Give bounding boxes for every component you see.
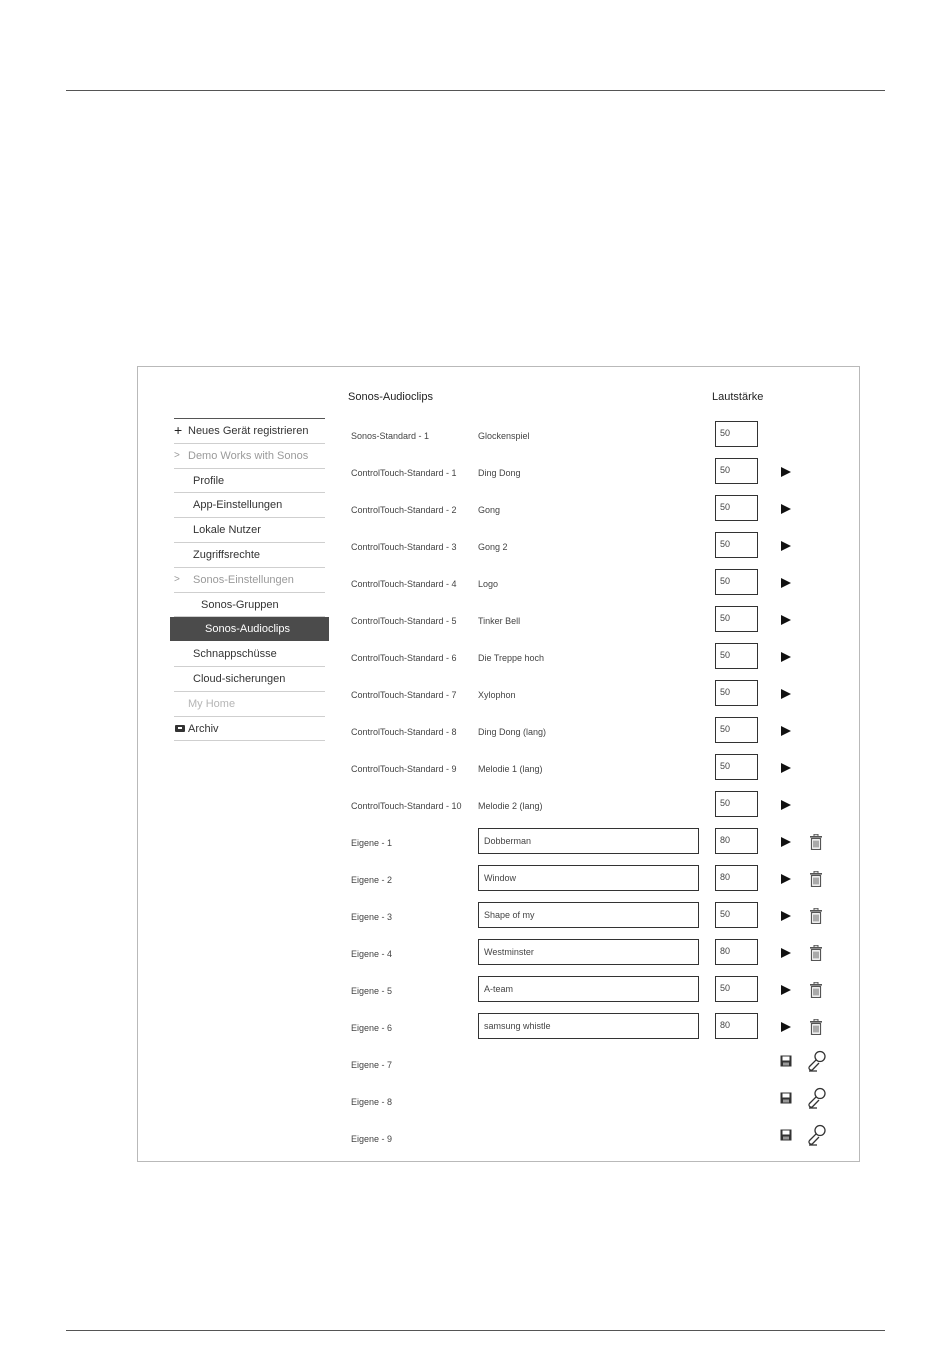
volume-input[interactable]: 80 xyxy=(715,939,758,965)
clip-id-label: Sonos-Standard - 1 xyxy=(351,431,430,441)
sidebar-item-label: Archiv xyxy=(188,722,219,735)
trash-icon[interactable] xyxy=(809,1019,823,1035)
clip-name-label: Ding Dong (lang) xyxy=(478,727,547,737)
trash-icon[interactable] xyxy=(809,945,823,961)
save-icon[interactable] xyxy=(780,1128,792,1140)
clip-id-label: Eigene - 8 xyxy=(351,1097,393,1107)
bottom-page-rule xyxy=(66,1330,885,1331)
sidebar-item-label: Neues Gerät registrieren xyxy=(188,425,309,437)
sidebar-item-label: Schnappschüsse xyxy=(193,648,277,661)
volume-input[interactable]: 80 xyxy=(715,1013,758,1039)
play-icon[interactable] xyxy=(781,837,791,847)
play-icon[interactable] xyxy=(781,615,791,625)
audioclip-row xyxy=(138,939,859,976)
play-icon[interactable] xyxy=(781,1022,791,1032)
clip-id-label: Eigene - 9 xyxy=(351,1134,393,1144)
clip-id-label: Eigene - 7 xyxy=(351,1060,393,1070)
audioclip-row xyxy=(138,606,859,643)
play-icon[interactable] xyxy=(781,948,791,958)
clip-id-label: ControlTouch-Standard - 10 xyxy=(351,801,462,811)
volume-input[interactable]: 50 xyxy=(715,569,758,595)
volume-column-header: Lautstärke xyxy=(712,391,764,403)
play-icon[interactable] xyxy=(781,652,791,662)
clip-id-label: Eigene - 6 xyxy=(351,1023,393,1033)
audioclip-row xyxy=(138,458,859,495)
volume-input[interactable]: 80 xyxy=(715,865,758,891)
trash-icon[interactable] xyxy=(809,834,823,850)
record-microphone-icon[interactable] xyxy=(807,1087,827,1109)
play-icon[interactable] xyxy=(781,689,791,699)
clip-id-label: ControlTouch-Standard - 5 xyxy=(351,616,457,626)
audioclip-row xyxy=(138,532,859,569)
trash-icon[interactable] xyxy=(809,908,823,924)
page-title: Sonos-Audioclips xyxy=(348,391,433,403)
audioclip-row xyxy=(138,791,859,828)
volume-input[interactable]: 50 xyxy=(715,680,758,706)
audioclip-row xyxy=(138,643,859,680)
volume-input[interactable]: 50 xyxy=(715,902,758,928)
sidebar-item-label: Sonos-Gruppen xyxy=(201,598,279,611)
play-icon[interactable] xyxy=(781,467,791,477)
clip-id-label: Eigene - 4 xyxy=(351,949,393,959)
volume-input[interactable]: 50 xyxy=(715,643,758,669)
trash-icon[interactable] xyxy=(809,982,823,998)
volume-input[interactable]: 50 xyxy=(715,421,758,447)
volume-input[interactable]: 50 xyxy=(715,791,758,817)
audioclip-row xyxy=(138,495,859,532)
clip-id-label: ControlTouch-Standard - 8 xyxy=(351,727,457,737)
app-screenshot-frame xyxy=(137,366,860,1162)
audioclip-row xyxy=(138,1124,859,1161)
audioclip-row xyxy=(138,865,859,902)
clip-name-label: Gong xyxy=(478,505,501,515)
volume-input[interactable]: 80 xyxy=(715,828,758,854)
audioclip-row xyxy=(138,421,859,458)
clip-name-label: Tinker Bell xyxy=(478,616,521,626)
play-icon[interactable] xyxy=(781,541,791,551)
volume-input[interactable]: 50 xyxy=(715,754,758,780)
chevron-right-icon: > xyxy=(174,573,180,585)
play-icon[interactable] xyxy=(781,874,791,884)
clip-id-label: ControlTouch-Standard - 1 xyxy=(351,468,457,478)
audioclip-row xyxy=(138,1087,859,1124)
play-icon[interactable] xyxy=(781,578,791,588)
audioclip-row xyxy=(138,1013,859,1050)
clip-id-label: ControlTouch-Standard - 2 xyxy=(351,505,457,515)
sidebar-item-label: Profile xyxy=(193,474,225,487)
volume-input[interactable]: 50 xyxy=(715,606,758,632)
clip-name-label: Ding Dong xyxy=(478,468,521,478)
save-icon[interactable] xyxy=(780,1054,792,1066)
clip-name-label: Melodie 2 (lang) xyxy=(478,801,543,811)
audioclip-row xyxy=(138,754,859,791)
clip-name-input[interactable]: Shape of my xyxy=(478,902,699,928)
sidebar-item-label: Lokale Nutzer xyxy=(193,524,261,537)
sidebar-item-label: My Home xyxy=(188,697,236,710)
volume-input[interactable]: 50 xyxy=(715,532,758,558)
sidebar-item-label: Zugriffsrechte xyxy=(193,548,261,561)
audioclip-row xyxy=(138,976,859,1013)
play-icon[interactable] xyxy=(781,911,791,921)
trash-icon[interactable] xyxy=(809,871,823,887)
clip-name-input[interactable]: Window xyxy=(478,865,699,891)
chevron-right-icon: > xyxy=(174,449,180,461)
clip-name-input[interactable]: Westminster xyxy=(478,939,699,965)
save-icon[interactable] xyxy=(780,1091,792,1103)
play-icon[interactable] xyxy=(781,763,791,773)
clip-id-label: Eigene - 1 xyxy=(351,838,393,848)
record-microphone-icon[interactable] xyxy=(807,1124,827,1146)
clip-id-label: Eigene - 5 xyxy=(351,986,393,996)
sidebar-item-label: App-Einstellungen xyxy=(193,499,283,512)
clip-id-label: ControlTouch-Standard - 3 xyxy=(351,542,457,552)
clip-id-label: ControlTouch-Standard - 4 xyxy=(351,579,457,589)
play-icon[interactable] xyxy=(781,985,791,995)
top-page-rule xyxy=(66,90,885,91)
audioclip-row xyxy=(138,569,859,606)
plus-icon: + xyxy=(174,422,183,438)
play-icon[interactable] xyxy=(781,726,791,736)
sidebar-item-label: Sonos-Einstellungen xyxy=(193,573,294,586)
clip-name-label: Xylophon xyxy=(478,690,516,700)
play-icon[interactable] xyxy=(781,800,791,810)
sidebar-item-label: Cloud-sicherungen xyxy=(193,672,286,685)
sidebar-item-label: Demo Works with Sonos xyxy=(188,449,309,462)
clip-name-label: Gong 2 xyxy=(478,542,508,552)
audioclip-row xyxy=(138,902,859,939)
clip-name-input[interactable]: Dobberman xyxy=(478,828,699,854)
audioclip-row xyxy=(138,717,859,754)
sidebar-item-label: Sonos-Audioclips xyxy=(205,623,290,636)
volume-input[interactable]: 50 xyxy=(715,976,758,1002)
clip-id-label: Eigene - 2 xyxy=(351,875,393,885)
clip-id-label: ControlTouch-Standard - 7 xyxy=(351,690,457,700)
play-icon[interactable] xyxy=(781,504,791,514)
clip-id-label: ControlTouch-Standard - 6 xyxy=(351,653,457,663)
audioclip-row xyxy=(138,828,859,865)
record-microphone-icon[interactable] xyxy=(807,1050,827,1072)
volume-input[interactable]: 50 xyxy=(715,717,758,743)
clip-name-label: Glockenspiel xyxy=(478,431,530,441)
clip-name-input[interactable]: samsung whistle xyxy=(478,1013,699,1039)
clip-name-input[interactable]: A-team xyxy=(478,976,699,1002)
clip-id-label: ControlTouch-Standard - 9 xyxy=(351,764,457,774)
audioclip-row xyxy=(138,1050,859,1087)
clip-name-label: Melodie 1 (lang) xyxy=(478,764,543,774)
volume-input[interactable]: 50 xyxy=(715,458,758,484)
volume-input[interactable]: 50 xyxy=(715,495,758,521)
audioclip-row xyxy=(138,680,859,717)
clip-name-label: Die Treppe hoch xyxy=(478,653,545,663)
clip-name-label: Logo xyxy=(478,579,499,589)
clip-id-label: Eigene - 3 xyxy=(351,912,393,922)
